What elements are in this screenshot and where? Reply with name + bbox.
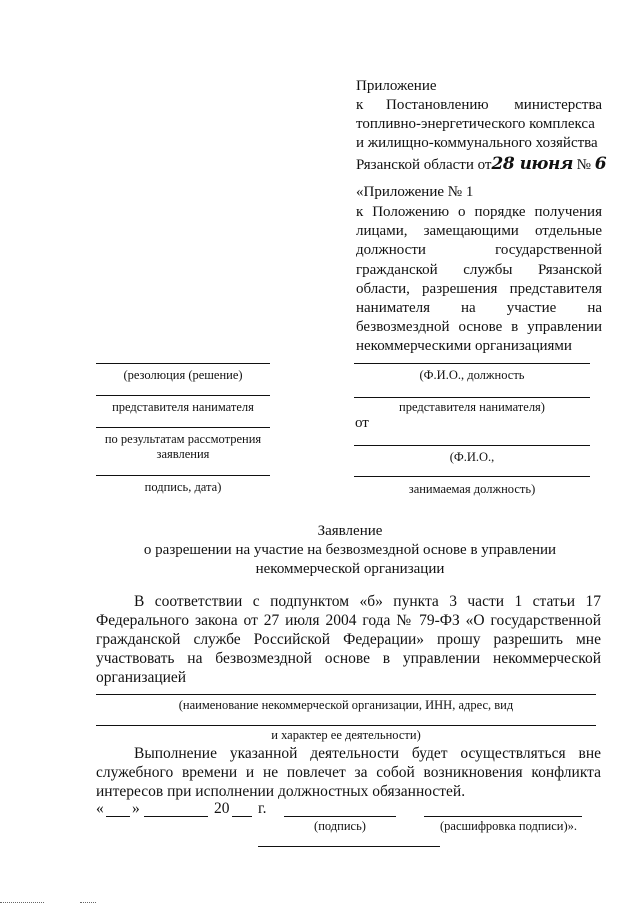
appendix-line: лицами, замещающими отдельные [356,223,602,240]
body-paragraph-2 [96,744,601,801]
statement-subtitle-2: некоммерческой организации [255,561,445,577]
year-suffix: г. [258,800,267,817]
date-close-quote: » [132,800,140,817]
month-line [144,816,208,817]
resolution-line [96,427,270,428]
representative-caption: представителя нанимателя [112,400,254,414]
scan-mark [0,902,44,903]
appendix-1-text [356,203,602,357]
header-k: к [356,97,364,113]
org-line [96,725,596,726]
org-caption-1: (наименование некоммерческой организации, ИНН, адрес, вид [178,698,514,712]
appendix-line-last: некоммерческими организациями [356,338,572,355]
body-line: Выполнение указанной деятельности будет осуществляться вне [134,745,601,762]
appendix-line: нанимателя на участие на [356,300,602,317]
header-region: Рязанской области от [356,157,492,173]
from-label: от [355,415,369,431]
scan-mark [80,902,96,903]
resolution-line [96,475,270,476]
fio-position-caption: (Ф.И.О., должность [419,368,525,382]
review-caption-1: по результатам рассмотрения [104,432,262,446]
decode-caption: (расшифровка подписи)». [440,819,577,833]
closing-separator [258,846,440,847]
applicant-line [354,445,590,446]
applicant-line [354,397,590,398]
representative-caption-right: представителя нанимателя) [399,400,545,414]
resolution-caption: (резолюция (решение) [123,368,243,382]
resolution-line [96,363,270,364]
appendix-line: к Положению о порядке получения [356,204,602,220]
year-line [232,816,252,817]
position-caption: занимаемая должность) [408,482,536,496]
body-line: Федерального закона от 27 июля 2004 года № 79-ФЗ «О государственной [96,612,601,629]
body-line: гражданской службе Российской Федерации» прошу разрешить мне [96,631,601,648]
header-line-2 [356,97,602,114]
statement-subtitle-1: о разрешении на участие на безвозмездной основе в управлении [143,542,557,558]
fio-caption: (Ф.И.О., [449,450,495,464]
applicant-line [354,476,590,477]
body-line: участвовать на безвозмездной основе в управлении некоммерческой [96,650,601,667]
year-prefix: 20 [214,800,230,817]
header-ministry: министерства [514,97,602,113]
appendix-line: гражданской службы Рязанской [356,261,602,278]
header-line-5 [356,154,606,174]
number-sign: № [576,157,591,173]
appendix-line: должности государственной [356,242,602,259]
body-paragraph-1 [96,592,601,687]
resolution-line [96,395,270,396]
signature-line [284,816,396,817]
org-caption-2: и характер ее деятельности) [271,728,421,742]
body-line: служебного времени и не повлечет за собой возникновения конфликта [96,764,601,781]
header-line-4: и жилищно-коммунального хозяйства [356,135,598,151]
signature-caption: (подпись) [314,819,366,833]
decode-line [424,816,582,817]
date-open-quote: « [96,800,104,817]
statement-title: Заявление [317,523,383,539]
appendix-line: области, разрешения представителя [356,280,602,297]
handwritten-date: 28 июня [491,154,573,174]
org-line [96,694,596,695]
applicant-line [354,363,590,364]
handwritten-number: 6 [594,154,607,174]
appendix-1-title: «Приложение № 1 [356,184,474,200]
header-line-3: топливно-энергетического комплекса [356,116,595,132]
appendix-line: безвозмездной основе в управлении [356,319,602,336]
body-line-last: организацией [96,669,187,686]
body-line-last: интересов при исполнении должностных обязанностей. [96,783,466,800]
body-line: В соответствии с подпунктом «б» пункта 3 части 1 статьи 17 [134,593,601,610]
day-line [106,816,130,817]
review-caption-2: заявления [156,447,210,461]
appendix-heading: Приложение [356,78,437,94]
signature-date-caption: подпись, дата) [144,480,222,494]
header-to: Постановлению [386,97,489,113]
